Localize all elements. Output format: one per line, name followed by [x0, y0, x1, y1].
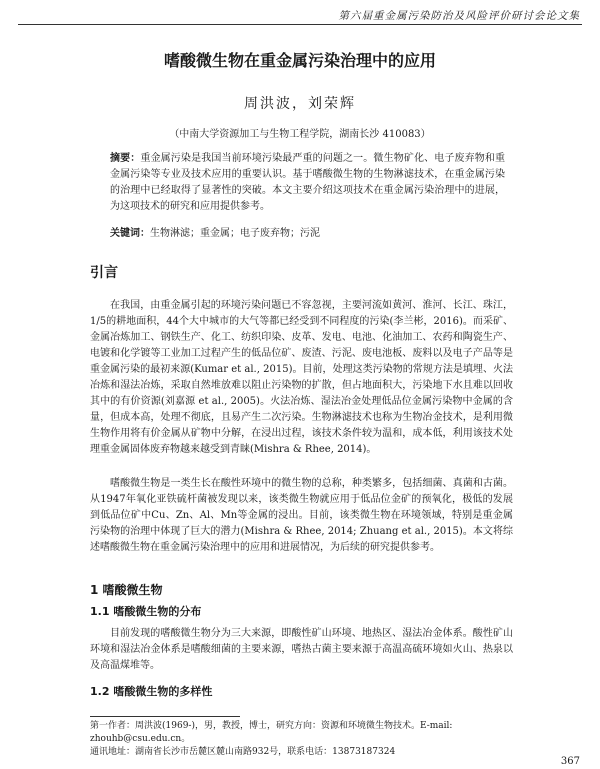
- section-1-1-heading: 1.1 嗜酸微生物的分布: [90, 605, 202, 618]
- abstract-label: 摘要：: [110, 153, 141, 164]
- intro-paragraph-1: 在我国，由重金属引起的环境污染问题已不容忽视，主要河流如黄河、淮河、长江、珠江，1/5的耕地面积，44个大中城市的大气等都已经受到不同程度的污染(李兰彬，2016)。而采矿、金属冶炼加工、钢铁生产、化工、纺织印染、皮革、发电、电池、化油加工、农药和陶瓷生产、电镀和化学镀等工业加工过程产生的低品位矿、废渣、污泥、废电池板、废料以及电子产品等是重金属污染的最初来源(Kumar et al., 2015)。目前，处理这类污染物的常规方法是填埋、火法冶炼和湿法冶炼，采取自然堆放难以阻止污染物的扩散，但占地面积大，污染地下水且难以回收其中的有价资源(刘嘉源 et al., 2005)。火法冶炼、湿法冶金处理低品位金属污染物中金属的含量，但成本高，处理不彻底，且易产生二次污染。生物淋滤技术也称为生物冶金技术，是利用微生物作用将有价金属从矿物中分解，在浸出过程，该技术条件较为温和，成本低，利用该技术处理重金属固体废弃物越来越受到青睐(Mishra & Rhee, 2014)。: [90, 300, 513, 455]
- page-number: 367: [560, 756, 580, 767]
- abstract-text: 重金属污染是我国当前环境污染最严重的问题之一。微生物矿化、电子废弃物和重金属污染等专业及技术应用的重要认识。基于嗜酸微生物的生物淋滤技术，在重金属污染的治理中已经取得了显著性的突破。本文主要介绍这项技术在重金属污染治理中的进展，为这项技术的研究和应用提供参考。: [110, 153, 506, 212]
- keywords-label: 关键词：: [110, 228, 150, 239]
- section-1-heading: 1 嗜酸微生物: [90, 583, 163, 597]
- abstract: [110, 151, 505, 215]
- header-rule: [18, 24, 582, 25]
- footnote-rule: [90, 716, 240, 717]
- keywords-text: 生物淋滤；重金属；电子废弃物；污泥: [150, 228, 320, 239]
- paper-title: 嗜酸微生物在重金属污染治理中的应用: [163, 51, 436, 70]
- keywords: [110, 224, 505, 239]
- section-1-1-paragraph: 目前发现的嗜酸微生物分为三大来源，即酸性矿山环境、地热区、湿法冶金体系。酸性矿山环境和湿法冶金体系是嗜酸细菌的主要来源，嗜热古菌主要来源于高温高硫环境如火山、热泉以及高温煤堆等。: [90, 628, 513, 671]
- footnote-line-2: 通讯地址：湖南省长沙市岳麓区麓山南路932号，联系电话：13873187324: [90, 747, 396, 757]
- intro-paragraph-2: 嗜酸微生物是一类生长在酸性环境中的微生物的总称，种类繁多，包括细菌、真菌和古菌。从1947年氧化亚铁硫杆菌被发现以来，该类微生物就应用于低品位金矿的预氧化，极低的发展到低品位矿中Cu、Zn、Al、Mn等金属的浸出。目前，该类微生物在环境领域，特别是重金属污染物的治理中体现了巨大的潜力(Mishra & Rhee, 2014; Zhuang et al., 2015)。本文将综述嗜酸微生物在重金属污染治理中的应用和进展情况，为后续的研究提供参考。: [90, 478, 513, 553]
- running-head: 第六届重金属污染防治及风险评价研讨会论文集: [338, 10, 580, 22]
- authors: 周洪波，刘荣辉: [244, 96, 356, 112]
- section-1-2-heading: 1.2 嗜酸微生物的多样性: [90, 685, 213, 698]
- affiliation: （中南大学资源加工与生物工程学院，湖南长沙 410083）: [169, 129, 431, 140]
- footnote-line-1: 第一作者：周洪波(1969-)，男，教授，博士，研究方向：资源和环境微生物技术。E-mail: zhouhb@csu.edu.cn。: [90, 721, 453, 744]
- footnote: [90, 720, 520, 759]
- intro-heading: 引言: [90, 265, 118, 281]
